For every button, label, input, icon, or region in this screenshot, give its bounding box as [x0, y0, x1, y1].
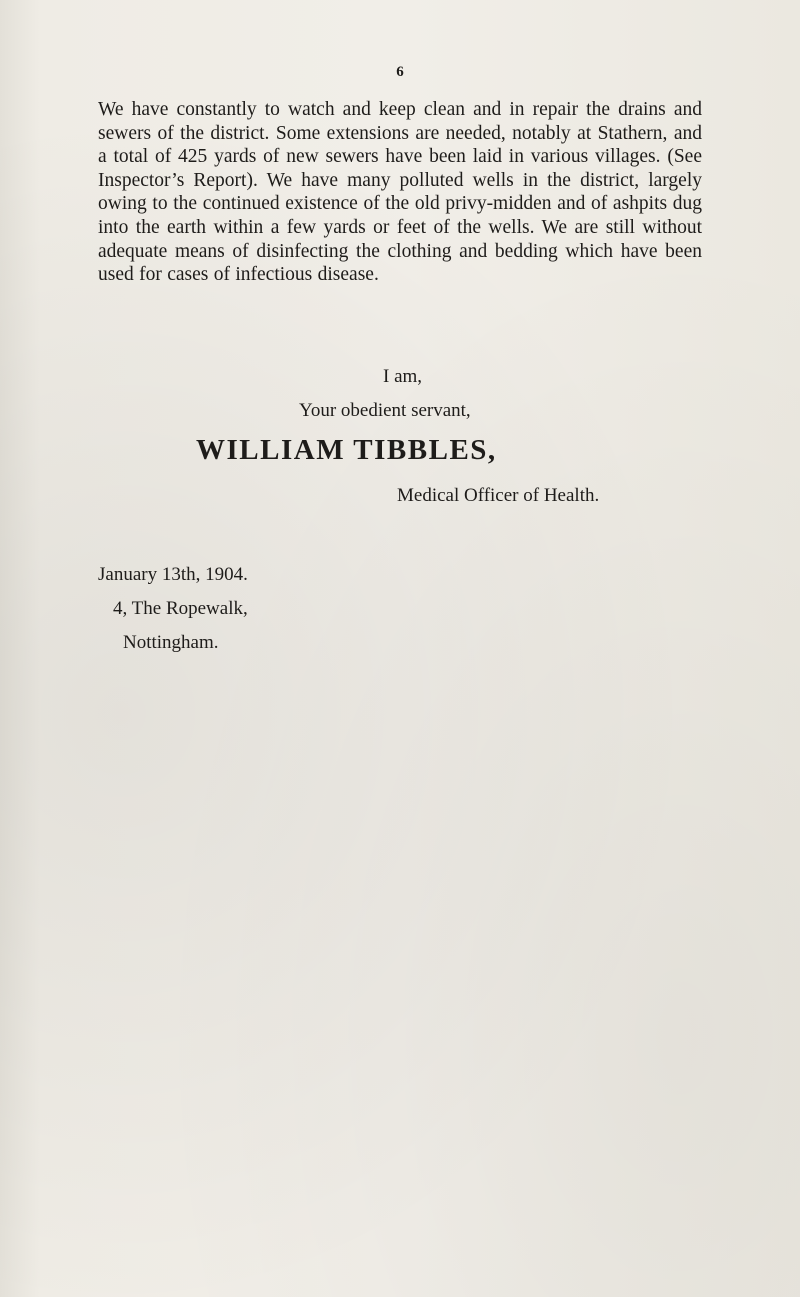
closing-servant-line: Your obedient servant, — [299, 400, 471, 421]
page-number: 6 — [396, 64, 404, 80]
signature-title: Medical Officer of Health. — [397, 485, 600, 506]
signature-name: WILLIAM TIBBLES, — [196, 434, 497, 466]
closing-salutation: I am, — [383, 366, 423, 387]
address-line-2: Nottingham. — [123, 632, 219, 653]
letter-date: January 13th, 1904. — [98, 564, 248, 585]
body-paragraph: We have constantly to watch and keep clean and in repair the drains and sewers of the district. Some extensions are needed, notably at Stathern, and a total of 425 yards of new sewers have been laid in various villages. (See Inspector’s Report). We have many polluted wells in the district, largely owing to the continued existence of the old privy-midden and of ashpits dug into the earth within a few yards or feet of the wells. We are still without adequate means of disinfecting the clothing and bedding which have been used for cases of infectious disease. — [98, 99, 702, 286]
address-line-1: 4, The Ropewalk, — [113, 598, 248, 619]
